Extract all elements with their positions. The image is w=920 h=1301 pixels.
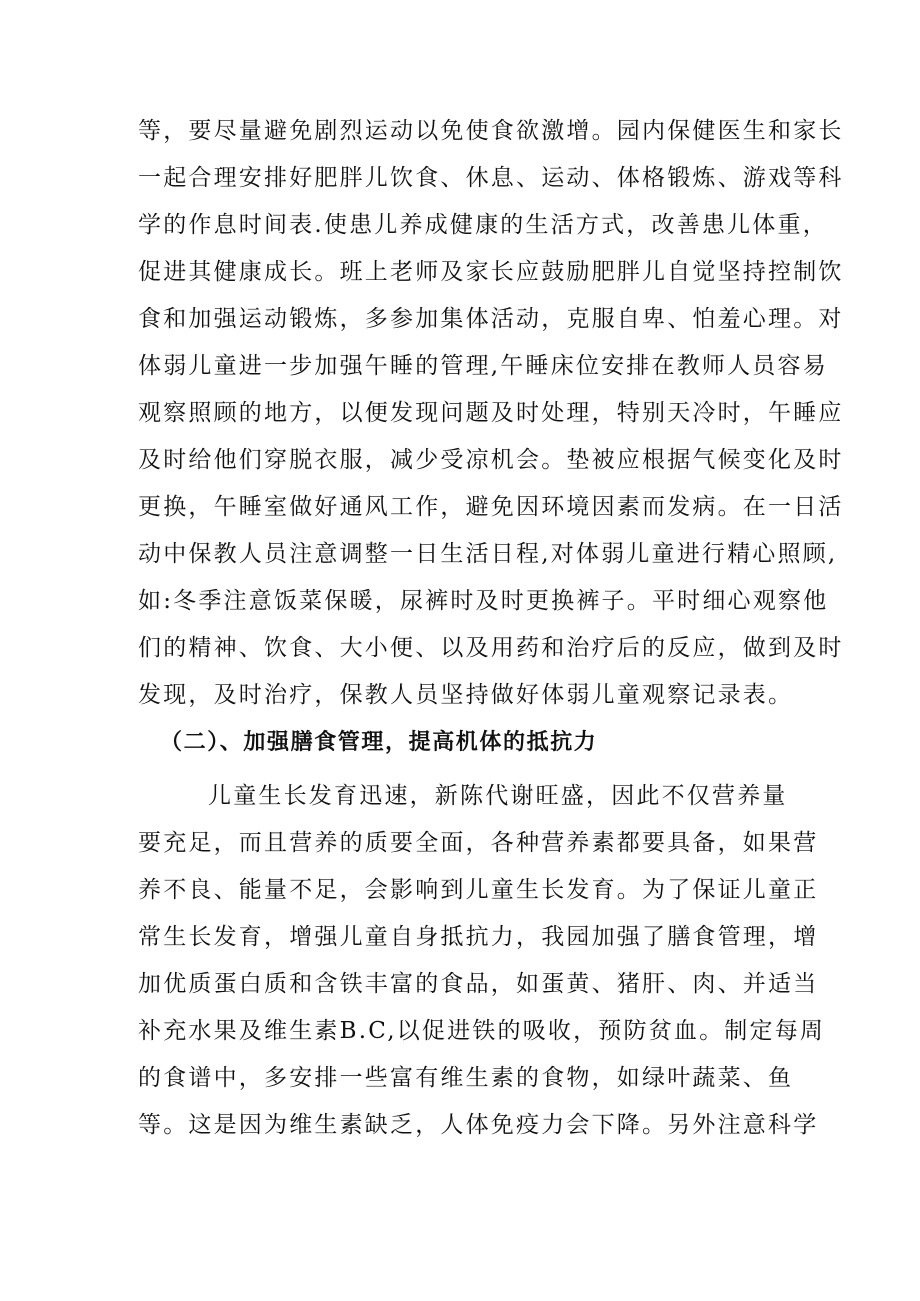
paragraph-line: 常生长发育，增强儿童自身抵抗力，我园加强了膳食管理，增	[138, 924, 819, 950]
paragraph-line: 发现，及时治疗，保教人员坚持做好体弱儿童观察记录表。	[138, 682, 794, 708]
paragraph-line: 学的作息时间表.使患儿养成健康的生活方式，改善患儿体重，	[138, 212, 828, 238]
paragraph-line: 等。这是因为维生素缺乏，人体免疫力会下降。另外注意科学	[138, 1112, 819, 1138]
paragraph-line: 儿童生长发育迅速，新陈代谢旺盛，因此不仅营养量	[208, 783, 788, 809]
paragraph-line: 们的精神、饮食、大小便、以及用药和治疗后的反应，做到及时	[138, 635, 844, 661]
paragraph-line: 等，要尽量避免剧烈运动以免使食欲激增。园内保健医生和家长	[138, 118, 844, 144]
section-heading: （二）、加强膳食管理，提高机体的抵抗力	[160, 730, 598, 755]
paragraph-line: 补充水果及维生素B.C,以促进铁的吸收，预防贫血。制定每周	[138, 1018, 826, 1044]
paragraph-line: 促进其健康成长。班上老师及家长应鼓励肥胖儿自觉坚持控制饮	[138, 259, 844, 285]
paragraph-line: 要充足，而且营养的质要全面，各种营养素都要具备，如果营	[138, 830, 819, 856]
paragraph-line: 动中保教人员注意调整一日生活日程,对体弱儿童进行精心照顾,	[138, 541, 838, 567]
paragraph-line: 食和加强运动锻炼，多参加集体活动，克服自卑、怕羞心理。对	[138, 306, 844, 332]
paragraph-line: 如:冬季注意饭菜保暖，尿裤时及时更换裤子。平时细心观察他	[138, 588, 829, 614]
paragraph-line: 的食谱中，多安排一些富有维生素的食物，如绿叶蔬菜、鱼	[138, 1065, 794, 1091]
paragraph-line: 加优质蛋白质和含铁丰富的食品，如蛋黄、猪肝、肉、并适当	[138, 971, 819, 997]
paragraph-line: 观察照顾的地方，以便发现问题及时处理，特别天冷时，午睡应	[138, 400, 844, 426]
paragraph-line: 及时给他们穿脱衣服，减少受凉机会。垫被应根据气候变化及时	[138, 447, 844, 473]
paragraph-line: 一起合理安排好肥胖儿饮食、休息、运动、体格锻炼、游戏等科	[138, 165, 844, 191]
paragraph-line: 体弱儿童进一步加强午睡的管理,午睡床位安排在教师人员容易	[138, 353, 828, 379]
paragraph-line: 更换，午睡室做好通风工作，避免因环境因素而发病。在一日活	[138, 494, 844, 520]
paragraph-line: 养不良、能量不足，会影响到儿童生长发育。为了保证儿童正	[138, 877, 819, 903]
